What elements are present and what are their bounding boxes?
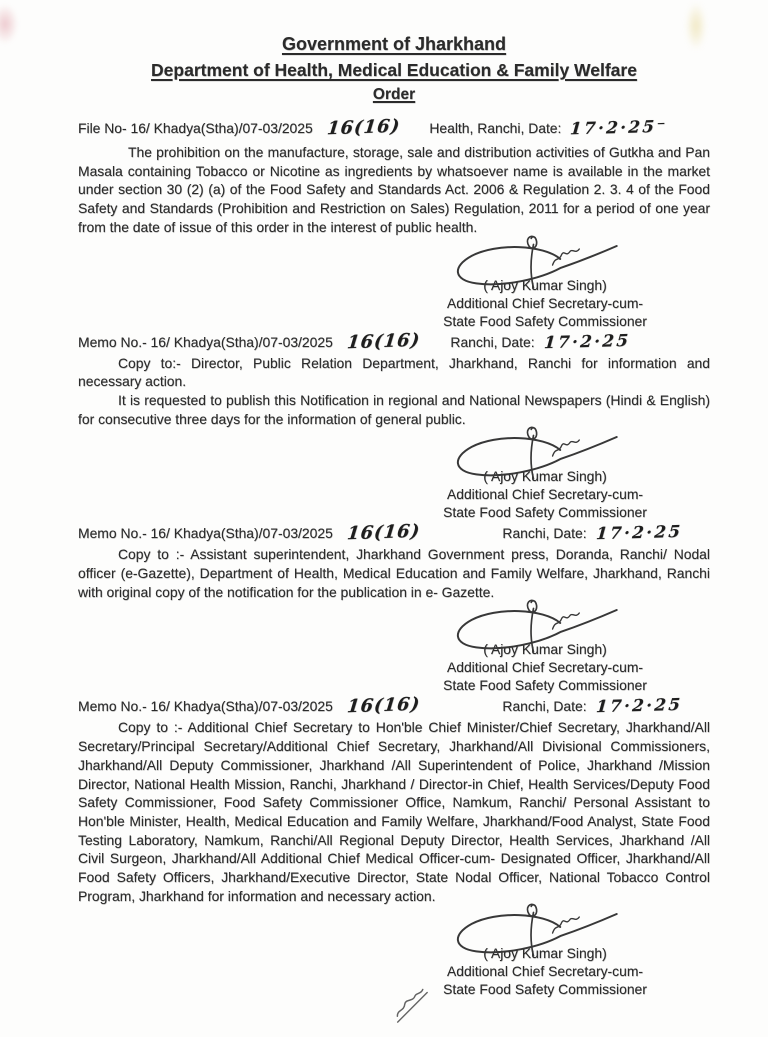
signature-scribble — [421, 233, 646, 291]
signature-scribble — [421, 901, 646, 959]
signatory-name: ( Ajoy Kumar Singh) — [483, 276, 607, 293]
government-title: Government of Jharkhand — [281, 34, 507, 54]
order-body-paragraph: The prohibition on the manufacture, storage, sale and distribution activities of Gutkha and Pan Masala containing Tobacco or Nicotine as ingredients by whatsoever name is available in the market under section 30 (2) (a) of the Food Safety and Standards Act. 2006 & Regulation 2. 3. 4 of the Food Safety and Standards (Prohibition and Restriction on Sales) Regulation, 2011 for a period of one year from the date of issue of this order in the interest of public health. — [78, 144, 710, 235]
place-date-label: Ranchi, Date: — [450, 333, 535, 350]
signature-block — [405, 597, 685, 694]
copy-to-paragraph: Copy to :- Additional Chief Secretary to Hon'ble Chief Minister/Chief Secretary, Jharkhand/All Secretary/Principal Secretary/Additional Chief Secretary, Jharkhand/All Divisional Commissioners, Jharkhand/All Deputy Commissioner, Jharkhand /All Superintendent of Police, Jharkhand /Mission Director, National Health Mission, Ranchi, Jharkhand / Director-in Chief, Health Services/Deputy Food Safety Commissioner, Food Safety Commissioner Office, Namkum, Ranchi/ Personal Assistant to Hon'ble Minister, Health, Medical Education and Family Welfare, Jharkhand/Food Analyst, State Food Testing Laboratory, Namkum, Ranchi/All Regional Deputy Director, Health Services, Jharkhand /All Civil Surgeon, Jharkhand/All Additional Chief Medical Officer-cum- Designated Officer, Jharkhand/All Food Safety Officers, Jharkhand/Executive Director, State Nodal Officer, National Tobacco Control Program, Jharkhand for information and necessary action. — [78, 719, 710, 904]
signatory-designation-line1: Additional Chief Secretary-cum- — [446, 294, 644, 311]
signature-scribble — [421, 597, 646, 655]
signature-scribble — [421, 424, 646, 482]
handwritten-dispatch-number: 16(16) — [325, 115, 402, 140]
handwritten-date: 17·2·25 — [594, 522, 683, 544]
place-date-label: Ranchi, Date: — [502, 525, 587, 542]
memo-line — [78, 521, 710, 545]
handwritten-dispatch-number: 16(16) — [345, 329, 422, 353]
signatory-designation-line1: Additional Chief Secretary-cum- — [446, 659, 644, 676]
handwritten-dispatch-number: 16(16) — [345, 694, 422, 718]
place-date-group — [450, 330, 630, 354]
signatory-designation-line1: Additional Chief Secretary-cum- — [446, 963, 644, 980]
signatory-designation-line2: State Food Safety Commissioner — [443, 312, 647, 329]
place-date-group — [502, 521, 682, 545]
signatory-name: ( Ajoy Kumar Singh) — [483, 945, 607, 962]
file-number-line — [78, 116, 710, 140]
signatory-designation-line1: Additional Chief Secretary-cum- — [446, 486, 644, 503]
signatory-designation-line2: State Food Safety Commissioner — [443, 981, 647, 998]
place-date-group — [502, 694, 682, 718]
signature-block — [405, 424, 685, 521]
memo-line — [78, 330, 710, 354]
memo-line — [78, 694, 710, 718]
signatory-designation-line2: State Food Safety Commissioner — [443, 504, 647, 521]
memo-number-label: Memo No.- 16/ Khadya(Stha)/07-03/2025 — [78, 698, 333, 715]
file-number-label: File No- 16/ Khadya(Stha)/07-03/2025 — [78, 120, 313, 136]
handwritten-dispatch-number: 16(16) — [345, 521, 422, 545]
handwritten-date: 17·2·25 — [594, 695, 683, 717]
copy-to-paragraph: Copy to:- Director, Public Relation Department, Jharkhand, Ranchi for information and necessary action. — [78, 354, 710, 390]
handwritten-date: 17·2·25⁻ — [569, 116, 669, 139]
memo-number-label: Memo No.- 16/ Khadya(Stha)/07-03/2025 — [78, 333, 333, 350]
place-date-label: Ranchi, Date: — [502, 698, 587, 715]
signatory-designation-line2: State Food Safety Commissioner — [443, 677, 647, 694]
signatory-name: ( Ajoy Kumar Singh) — [483, 641, 607, 658]
scan-smudge-pink — [0, 4, 18, 44]
signature-block — [405, 233, 685, 330]
place-date-label: Health, Ranchi, Date: — [429, 120, 562, 136]
document-header — [78, 34, 710, 104]
place-date-group — [429, 116, 668, 140]
memo-number-label: Memo No.- 16/ Khadya(Stha)/07-03/2025 — [78, 525, 333, 542]
signatory-name: ( Ajoy Kumar Singh) — [483, 468, 607, 485]
order-title: Order — [372, 86, 416, 103]
copy-to-paragraph: Copy to :- Assistant superintendent, Jharkhand Government press, Doranda, Ranchi/ Nodal officer (e-Gazette), Department of Health, Medical Education and Family Welfare, Jharkhand, Ranchi with original copy of the notification for the publication in e- Gazette. — [78, 546, 710, 600]
publish-note-paragraph: It is requested to publish this Notification in regional and National Newspapers (Hindi & English) for consecutive three days for the information of general public. — [78, 391, 710, 427]
signature-block — [405, 901, 685, 998]
department-title: Department of Health, Medical Education & Family Welfare — [151, 60, 637, 80]
handwritten-date: 17·2·25 — [542, 330, 631, 352]
